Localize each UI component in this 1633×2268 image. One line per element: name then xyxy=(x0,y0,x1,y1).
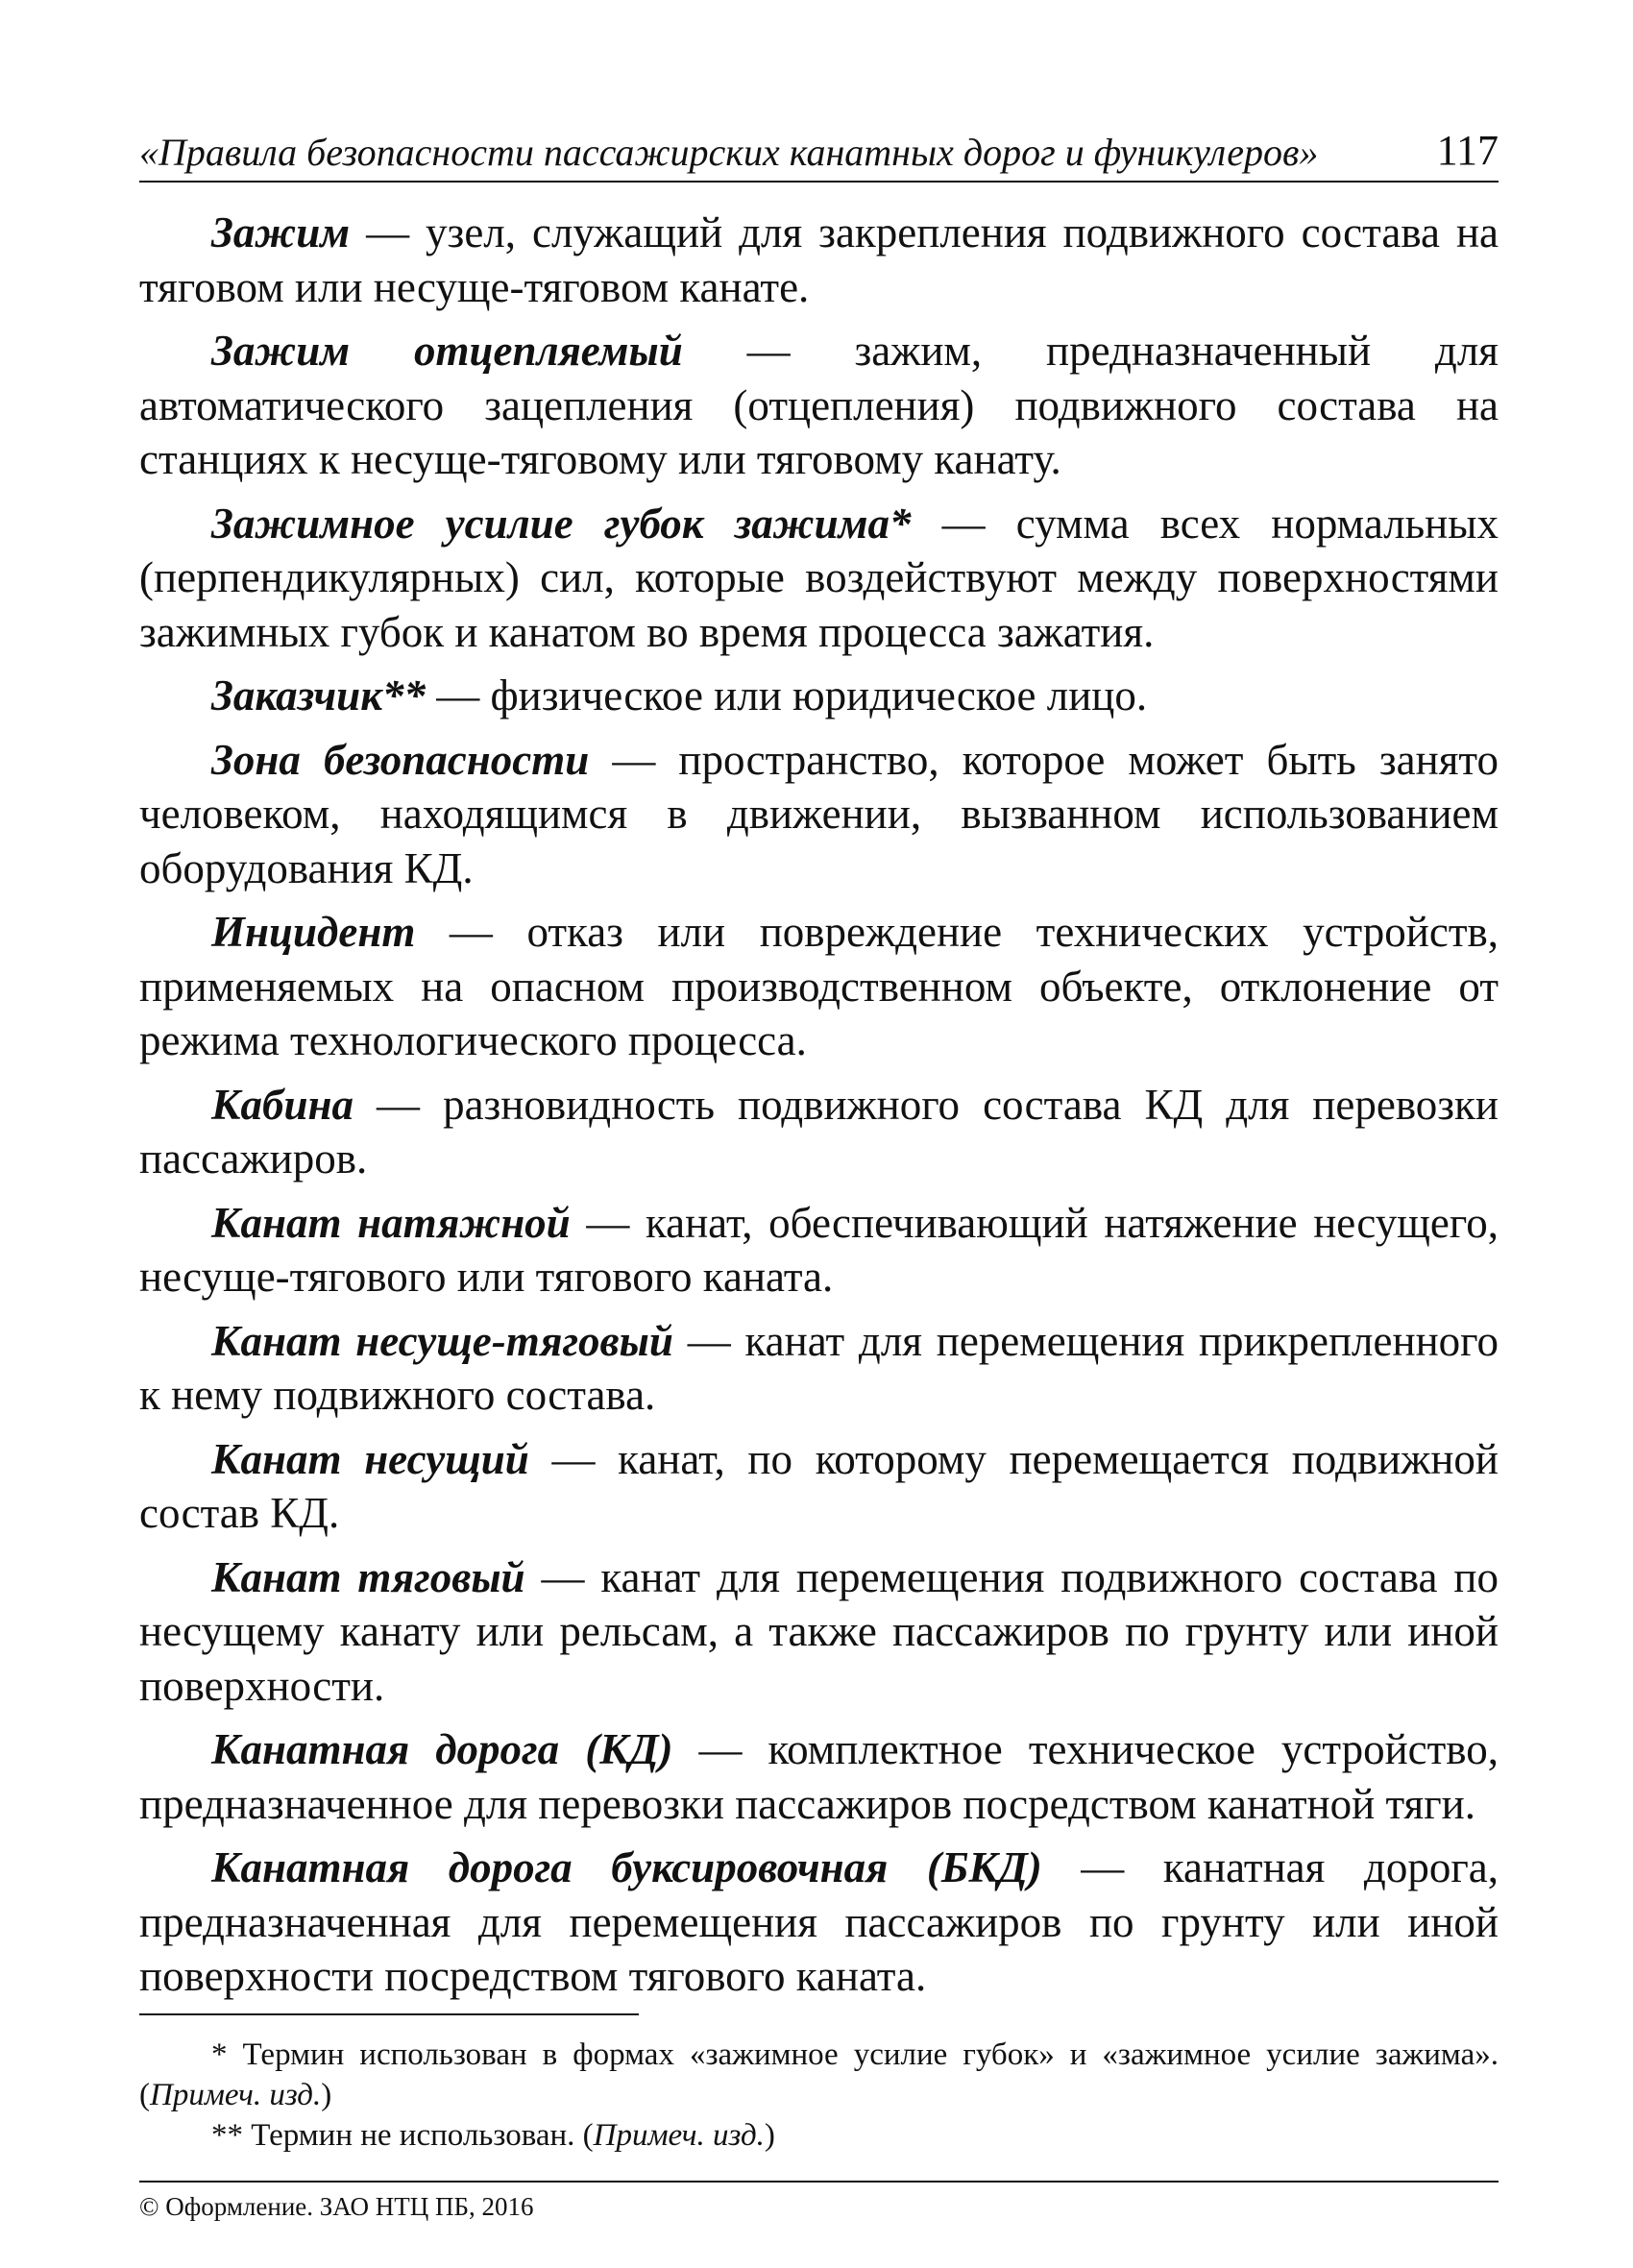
glossary-entries xyxy=(139,206,1499,2004)
glossary-term: Канат натяжной xyxy=(211,1198,571,1247)
footnote-close: ) xyxy=(321,2077,332,2112)
glossary-term: Канат несуще-тяговый xyxy=(211,1316,673,1365)
footnote-text: * Термин использован в формах «зажимное усилие губок» и «зажимное усилие зажима». ( xyxy=(139,2036,1499,2112)
glossary-definition: — сумма всех нормальных (перпендикулярных) сил, которые воздействуют между поверхностями зажимных губок и канатом во время процесса зажатия. xyxy=(139,499,1499,656)
glossary-definition: — разновидность подвижного состава КД для перевозки пассажиров. xyxy=(139,1080,1499,1183)
glossary-definition: — канат, обеспечивающий натяжение несущего, несуще-тягового или тягового каната. xyxy=(139,1198,1499,1301)
glossary-definition: — физическое или юридическое лицо. xyxy=(426,671,1148,719)
glossary-entry xyxy=(139,669,1499,723)
footnote-separator xyxy=(139,2013,639,2015)
glossary-term: Зажим отцепляемый xyxy=(211,327,683,375)
glossary-term: Инцидент xyxy=(211,908,416,956)
glossary-definition: — узел, служащий для закрепления подвижного состава на тяговом или несуще-тяговом канате. xyxy=(139,208,1499,311)
glossary-entry xyxy=(139,1314,1499,1423)
glossary-definition: — комплектное техническое устройство, предназначенное для перевозки пассажиров посредством канатной тяги. xyxy=(139,1725,1499,1828)
glossary-entry xyxy=(139,1550,1499,1714)
glossary-entry xyxy=(139,733,1499,896)
glossary-term: Заказчик** xyxy=(211,671,427,719)
glossary-entry xyxy=(139,1722,1499,1831)
glossary-entry xyxy=(139,497,1499,660)
glossary-definition: — канатная дорога, предназначенная для перемещения пассажиров по грунту или иной поверхности посредством тягового каната. xyxy=(139,1843,1499,2000)
glossary-entry xyxy=(139,1078,1499,1186)
glossary-definition: — зажим, предназначенный для автоматического зацепления (отцепления) подвижного состава на станциях к несуще-тяговому или тяговому канату. xyxy=(139,327,1499,483)
glossary-entry xyxy=(139,324,1499,487)
footnote xyxy=(139,2035,1499,2115)
running-title: «Правила безопасности пассажирских канатных дорог и фуникулеров» xyxy=(139,131,1319,174)
glossary-definition: — пространство, которое может быть занято человеком, находящимся в движении, вызванном использованием оборудования КД. xyxy=(139,735,1499,892)
footnote-close: ) xyxy=(764,2117,775,2153)
glossary-definition: — отказ или повреждение технических устройств, применяемых на опасном производственном объекте, отклонение от режима технологического процесса. xyxy=(139,908,1499,1064)
running-header xyxy=(139,125,1499,183)
glossary-term: Канат несущий xyxy=(211,1434,529,1483)
footnote-text: ** Термин не использован. ( xyxy=(211,2117,594,2153)
glossary-term: Кабина xyxy=(211,1080,353,1129)
copyright-notice: © Оформление. ЗАО НТЦ ПБ, 2016 xyxy=(139,2191,534,2221)
glossary-term: Зажимное усилие губок зажима* xyxy=(211,499,912,548)
glossary-term: Зажим xyxy=(211,208,351,256)
footnote-note: Примеч. изд. xyxy=(593,2117,765,2153)
glossary-entry xyxy=(139,905,1499,1068)
glossary-term: Зона безопасности xyxy=(211,735,590,784)
glossary-term: Канат тяговый xyxy=(211,1552,525,1601)
footnote xyxy=(139,2115,1499,2156)
glossary-entry xyxy=(139,206,1499,314)
glossary-entry xyxy=(139,1841,1499,2004)
glossary-definition: — канат для перемещения подвижного состава по несущему канату или рельсам, а также пассажиров по грунту или иной поверхности. xyxy=(139,1552,1499,1710)
glossary-term: Канатная дорога (КД) xyxy=(211,1725,673,1773)
glossary-term: Канатная дорога буксировочная (БКД) xyxy=(211,1843,1042,1891)
glossary-definition: — канат, по которому перемещается подвижной состав КД. xyxy=(139,1434,1499,1537)
document-page xyxy=(139,125,1499,2222)
footer-separator xyxy=(139,2181,1499,2183)
footnote-note: Примеч. изд. xyxy=(150,2077,322,2112)
glossary-entry xyxy=(139,1196,1499,1305)
footnotes xyxy=(139,2035,1499,2156)
glossary-entry xyxy=(139,1432,1499,1541)
glossary-definition: — канат для перемещения прикрепленного к нему подвижного состава. xyxy=(139,1316,1499,1419)
page-number: 117 xyxy=(1436,127,1499,174)
